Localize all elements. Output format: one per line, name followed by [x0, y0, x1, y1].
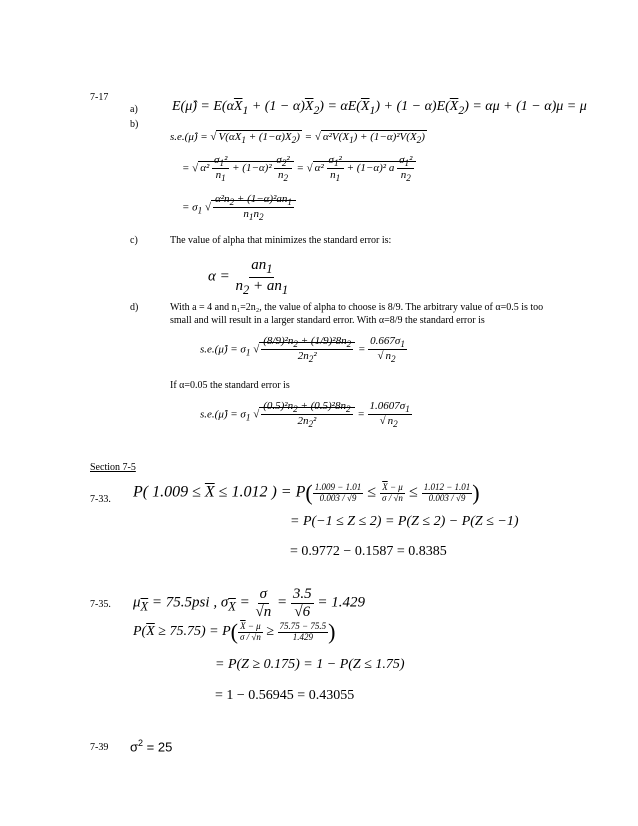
equation-prob-z: = P(−1 ≤ Z ≤ 2) = P(Z ≤ 2) − P(Z ≤ −1) [290, 514, 519, 529]
problem-number: 7-35. [90, 599, 111, 610]
equation-se-optimal: s.e.(μ̂) = $\sigma_1$ √ $\frac{(8/9)^2n_2 + (1/9)^28n_2}{2n_2^2}$ = $\frac{0.667\sigma_1}{√ n_2}$ [200, 335, 405, 365]
equation-se-line1: s.e.(μ̂) = √ $V(\alpha\overline{X}_1 + (1-\alpha)\overline{X}_2)$ = √ $\alpha^2V(\overline{X}_1) + (1-\alpha)^2V(\overline{X}_2)$ [170, 131, 425, 146]
part-c-text: The value of alpha that minimizes the standard error is: [170, 235, 392, 246]
equation-se-line2: = √ α² $\frac{\sigma_1^2}{n_1}$ + (1−α)² $\frac{\sigma_2^2}{n_2}$ = √ α² $\frac{\sigma_1^2}{n_1}$ + (1−α)² a $\frac{\sigma_1^2}{n_2}$ [182, 154, 416, 184]
part-label-a: a) [130, 104, 138, 115]
part-label-c: c) [130, 235, 138, 246]
part-label-b: b) [130, 119, 139, 130]
equation-expectation: E(μ̂) = $E(\alpha\overline{X}_1 + (1 - \alpha)\overline{X}_2) = \alpha E(\overline{X}_1) + (1 - \alpha)E(\overline{X}_2) = \alpha\mu + (1 - \alpha)\mu = \mu$ [172, 99, 587, 117]
part-d-text3: If α=0.05 the standard error is [170, 380, 290, 391]
part-d-text1: With a = 4 and n₁=2n₂, the value of alpha to choose is 8/9. The arbitrary value of α=0.5 is too [170, 302, 544, 313]
equation-optimal-alpha: α = $\frac{an_1}{n_2 + an_1}$ [208, 257, 289, 297]
equation-prob-result: = 0.9772 − 0.1587 = 0.8385 [290, 544, 447, 559]
section-title: Section 7-5 [90, 462, 136, 473]
equation-se-half: s.e.(μ̂) = $\sigma_1$ √ $\frac{(0.5)^2n_2 + (0.5)^28n_2}{2n_2^2}$ = $\frac{1.0607\sigma_1}{√ n_2}$ [200, 400, 410, 430]
equation-se-line3: = $\sigma_1$ √ $\frac{\alpha^2n_2 + (1-\alpha)^2an_1}{n_1n_2}$ [182, 193, 296, 223]
problem-number: 7-39 [90, 742, 109, 753]
equation-mean-se: $\mu_{\overline{X}} = 75.5psi$ , $\sigma_{\overline{X}}$ = $\frac{\sigma}{√n}$ = $\frac{3.5}{√6}$ = 1.429 [133, 586, 365, 620]
equation-prob-result2: = 1 − 0.56945 = 0.43055 [215, 688, 355, 703]
problem-number: 7-33. [90, 494, 111, 505]
part-label-d: d) [130, 302, 139, 313]
equation-prob-greater: $P(\overline{X} \ge 75.75) = P$( $\frac{\overline{X} - \mu}{\sigma / √n}$ ≥ $\frac{75.75 - 75.5}{1.429}$ ) [133, 619, 336, 644]
part-d-text2: small and will result in a larger standard error. With α=8/9 the standard error is [170, 315, 485, 326]
equation-prob-z2: = P(Z ≥ 0.175) = 1 − P(Z ≤ 1.75) [215, 657, 405, 672]
equation-prob-interval: P( $1.009 \le \overline{X} \le 1.012$ ) = P( $\frac{1.009 - 1.01}{0.003 / √9}$ ≤ $\frac{\overline{X} - \mu}{\sigma / √n}$ ≤ $\frac{1.012 - 1.01}{0.003 / √9}$ ) [133, 480, 480, 505]
equation-variance: $\sigma^2 = 25$ [130, 738, 173, 755]
problem-number: 7-17 [90, 92, 109, 103]
